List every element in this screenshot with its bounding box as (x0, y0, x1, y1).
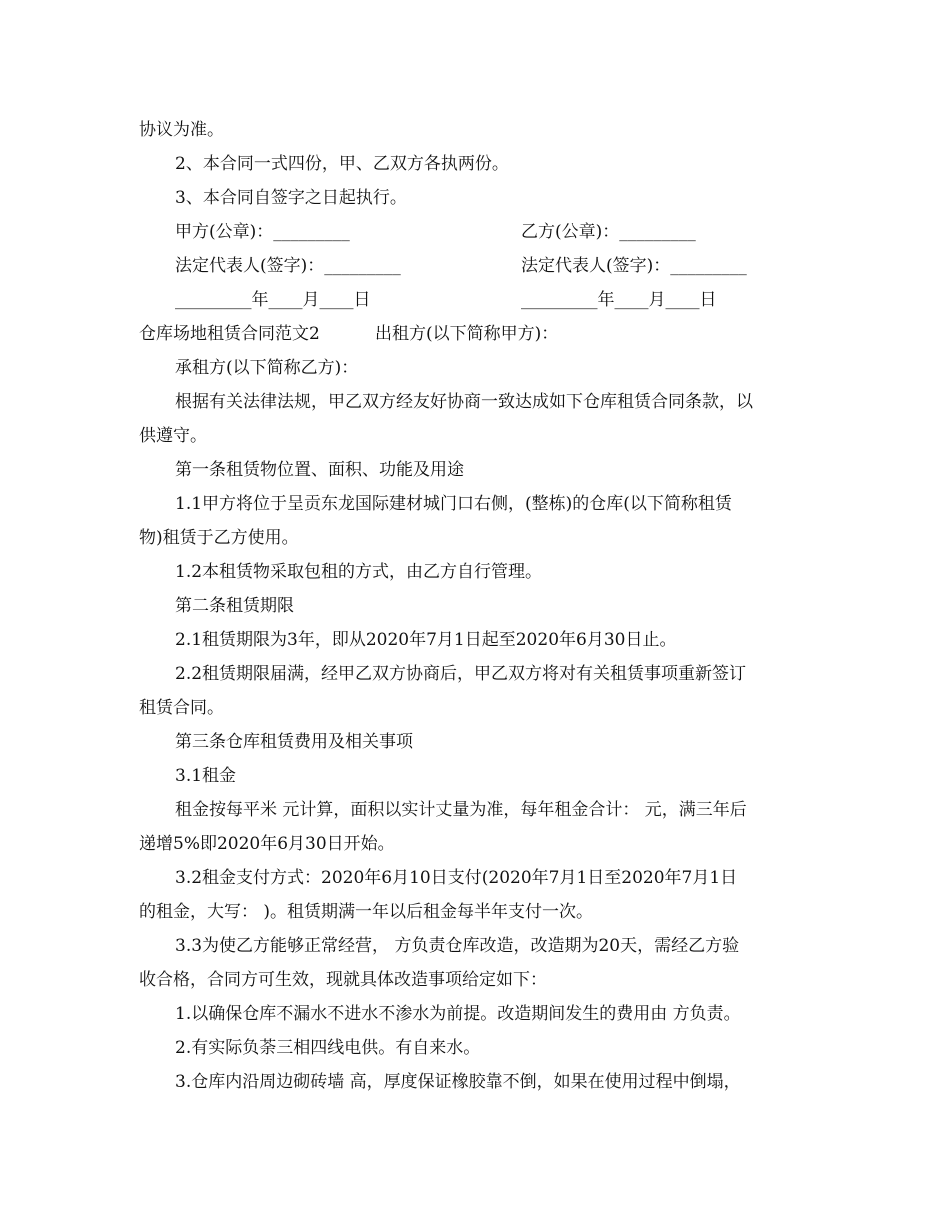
paragraph-text: 3.仓库内沿周边砌砖墙 高，厚度保证橡胶靠不倒，如果在使用过程中倒塌， (175, 1072, 741, 1092)
party-a-seal-field: 甲方(公章)：_________ (175, 222, 350, 242)
lessor-label: 出租方(以下简称甲方)： (375, 324, 559, 344)
paragraph-text: 租金按每平米 元计算，面积以实计丈量为准，每年租金合计： 元，满三年后 (175, 800, 747, 820)
party-a-representative-field: 法定代表人(签字)：_________ (175, 256, 401, 276)
section-heading: 第一条租赁物位置、面积、功能及用途 (175, 460, 464, 480)
paragraph-text: 1.以确保仓库不漏水不进水不渗水为前提。改造期间发生的费用由 方负责。 (175, 1004, 741, 1024)
paragraph-text: 1.2本租赁物采取包租的方式，由乙方自行管理。 (175, 562, 543, 582)
paragraph-text: 2.1租赁期限为3年，即从2020年7月1日起至2020年6月30日止。 (175, 630, 677, 650)
paragraph-text: 物)租赁于乙方使用。 (139, 528, 299, 548)
lessee-label: 承租方(以下简称乙方)： (175, 358, 359, 378)
paragraph-text: 3、本合同自签字之日起执行。 (175, 188, 407, 208)
paragraph-text: 3.2租金支付方式：2020年6月10日支付(2020年7月1日至2020年7月1日 (175, 868, 738, 888)
contract-title: 仓库场地租赁合同范文2 (139, 324, 320, 344)
paragraph-text: 供遵守。 (139, 426, 207, 446)
party-b-date-field: _________年____月____日 (521, 290, 717, 310)
paragraph-text: 递增5%即2020年6月30日开始。 (139, 834, 395, 854)
section-heading: 第三条仓库租赁费用及相关事项 (175, 732, 413, 752)
party-b-seal-field: 乙方(公章)：_________ (521, 222, 696, 242)
paragraph-text: 的租金，大写： )。租赁期满一年以后租金每半年支付一次。 (139, 902, 594, 922)
paragraph-text: 3.3为使乙方能够正常经营， 方负责仓库改造，改造期为20天，需经乙方验 (175, 936, 740, 956)
paragraph-text: 根据有关法律法规，甲乙双方经友好协商一致达成如下仓库租赁合同条款，以 (175, 392, 753, 412)
section-heading: 第二条租赁期限 (175, 596, 294, 616)
paragraph-text: 租赁合同。 (139, 698, 224, 718)
paragraph-text: 收合格，合同方可生效，现就具体改造事项给定如下： (139, 970, 547, 990)
subsection-heading: 3.1租金 (175, 766, 237, 786)
party-a-date-field: _________年____月____日 (175, 290, 371, 310)
paragraph-text: 2.2租赁期限届满，经甲乙双方协商后，甲乙双方将对有关租赁事项重新签订 (175, 664, 747, 684)
paragraph-text: 1.1甲方将位于呈贡东龙国际建材城门口右侧，(整栋)的仓库(以下简称租赁 (175, 494, 732, 514)
paragraph-text: 协议为准。 (139, 120, 224, 140)
party-b-representative-field: 法定代表人(签字)：_________ (521, 256, 747, 276)
paragraph-text: 2.有实际负荼三相四线电供。有自来水。 (175, 1038, 481, 1058)
paragraph-text: 2、本合同一式四份，甲、乙双方各执两份。 (175, 154, 509, 174)
